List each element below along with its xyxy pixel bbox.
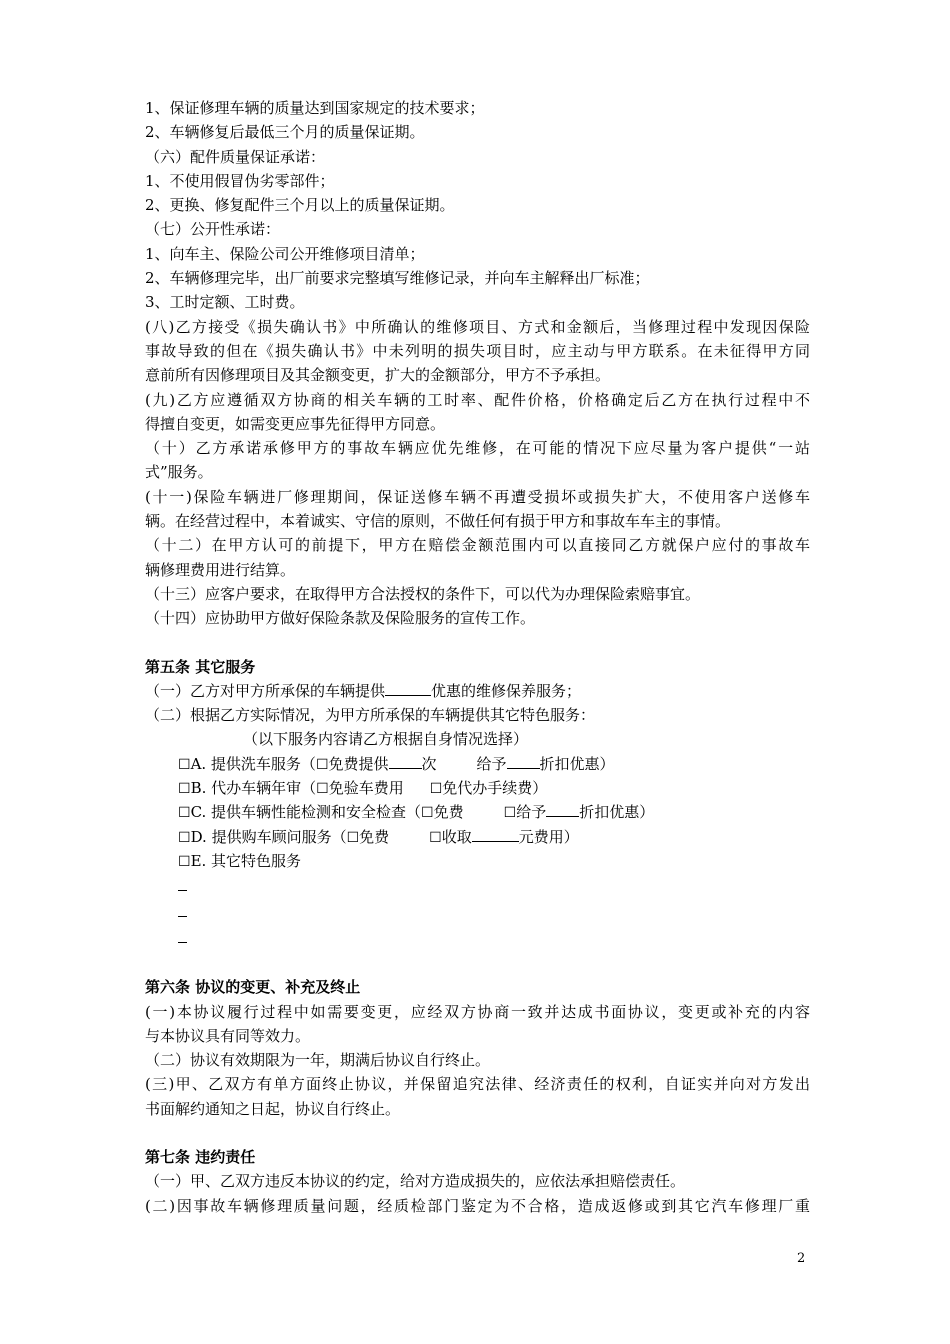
paragraph-14: （十四）应协助甲方做好保险条款及保险服务的宣传工作。 [145,609,536,628]
text: 次 [421,754,437,773]
checkbox-icon[interactable]: ☐ [315,756,329,773]
article-6-title: 第六条 协议的变更、补充及终止 [145,978,361,997]
article-7-p1: （一）甲、乙双方违反本协议的约定，给对方造成损失的，应依法承担赔偿责任。 [145,1172,686,1191]
checkbox-icon[interactable]: ☐ [178,805,191,822]
checkbox-icon[interactable]: ☐ [178,756,191,773]
paragraph-13: （十三）应客户要求，在取得甲方合法授权的条件下，可以代为办理保险索赔事宜。 [145,584,701,603]
text-line: 1、向车主、保险公司公开维修项目清单； [145,244,425,263]
article-6-p1-line: (一)本协议履行过程中如需要变更，应经双方协商一致并达成书面协议，变更或补充的内容 [145,1002,810,1021]
paragraph-8-line: (八)乙方接受《损失确认书》中所确认的维修项目、方式和金额后，当修理过程中发现因保险 [145,317,810,336]
checkbox-icon[interactable]: ☐ [316,781,329,798]
text-line: （七）公开性承诺： [145,220,281,239]
text: 折扣优惠） [539,754,615,773]
option-c [145,800,810,824]
paragraph-10-line: （十）乙方承诺承修甲方的事故车辆应优先维修，在可能的情况下应尽量为客户提供“一站 [145,439,810,458]
fill-blank[interactable] [178,878,187,891]
text: 元费用） [518,827,579,846]
text: 免代办手续费） [442,779,548,798]
text: 免费提供 [328,754,389,773]
text: （一）乙方对甲方所承保的车辆提供 [145,681,386,700]
fill-blank[interactable] [389,754,422,769]
article-5-item-1 [145,679,810,703]
spacer [145,951,810,975]
article-5-title: 第五条 其它服务 [145,657,256,676]
article-7-p2: (二)因事故车辆修理质量问题，经质检部门鉴定为不合格，造成返修或到其它汽车修理厂重 [145,1196,810,1215]
article-6-p2: （二）协议有效期限为一年，期满后协议自行终止。 [145,1051,491,1070]
fill-blank[interactable] [507,754,540,769]
fill-blank[interactable] [472,827,519,842]
checkbox-icon[interactable]: ☐ [346,829,360,846]
spacer [145,631,810,655]
article-6-p1-line: 与本协议具有同等效力。 [145,1026,311,1045]
text: 给予 [476,754,507,773]
text: 折扣优惠） [579,803,655,822]
option-e [145,849,810,873]
fill-blank[interactable] [546,802,579,817]
text: 收取 [441,827,472,846]
paragraph-8-line: 意前所有因修理项目及其金额变更，扩大的金额部分，甲方不予承担。 [145,366,611,385]
checkbox-icon[interactable]: ☐ [503,805,517,822]
paragraph-11-line: 辆。在经营过程中，本着诚实、守信的原则，不做任何有损于甲方和事故车车主的事情。 [145,512,731,531]
text: 免费 [359,827,390,846]
text: 优惠的维修保养服务； [431,681,582,700]
text-line: 3、工时定额、工时费。 [145,293,305,312]
article-5-item-2: （二）根据乙方实际情况，为甲方所承保的车辆提供其它特色服务： [145,706,596,725]
page-number: 2 [797,1251,806,1266]
paragraph-12-line: 辆修理费用进行结算。 [145,560,296,579]
article-6-p3-line: (三)甲、乙双方有单方面终止协议，并保留追究法律、经济责任的权利，自证实并向对方发出 [145,1075,810,1094]
paragraph-10-line: 式”服务。 [145,463,213,482]
text-line: （六）配件质量保证承诺： [145,147,326,166]
article-5-note: （以下服务内容请乙方根据自身情况选择） [243,730,529,749]
text-line: 1、保证修理车辆的质量达到国家规定的技术要求； [145,99,485,117]
checkbox-icon[interactable]: ☐ [178,781,191,798]
checkbox-icon[interactable]: ☐ [429,781,443,798]
option-a [145,752,810,776]
text: C. 提供车辆性能检测和安全检查（ [190,803,422,822]
option-b [145,776,810,800]
paragraph-9-line: (九)乙方应遵循双方协商的相关车辆的工时率、配件价格，价格确定后乙方在执行过程中不 [145,390,810,409]
fill-blank[interactable] [178,904,187,917]
paragraph-12-line: （十二）在甲方认可的前提下，甲方在赔偿金额范围内可以直接同乙方就保户应付的事故车 [145,536,810,555]
text-line: 2、车辆修理完毕，出厂前要求完整填写维修记录，并向车主解释出厂标准； [145,269,650,288]
article-7-title: 第七条 违约责任 [145,1147,256,1166]
text-line: 2、车辆修复后最低三个月的质量保证期。 [145,123,425,142]
article-6-p3-line: 书面解约通知之日起，协议自行终止。 [145,1099,401,1118]
checkbox-icon[interactable]: ☐ [178,853,191,870]
text: 免验车费用 [328,779,404,798]
document-body [145,96,810,1218]
checkbox-icon[interactable]: ☐ [429,829,442,846]
blank-line [145,899,810,925]
text: A. 提供洗车服务（ [190,754,316,773]
spacer [145,1121,810,1145]
option-d [145,825,810,849]
blank-line [145,873,810,899]
paragraph-8-line: 事故导致的但在《损失确认书》中未列明的损失项目时，应主动与甲方联系。在未征得甲方同 [145,341,810,360]
text-line: 2、更换、修复配件三个月以上的质量保证期。 [145,196,455,215]
text: 给予 [516,803,547,822]
paragraph-9-line: 得擅自变更，如需变更应事先征得甲方同意。 [145,414,446,433]
text: E. 其它特色服务 [190,851,302,870]
text-line: 1、不使用假冒伪劣零部件； [145,171,335,190]
text: D. 提供购车顾问服务（ [190,827,347,846]
checkbox-icon[interactable]: ☐ [178,829,191,846]
paragraph-11-line: (十一)保险车辆进厂修理期间，保证送修车辆不再遭受损坏或损失扩大，不使用客户送修车 [145,487,810,506]
text: B. 代办车辆年审（ [190,779,317,798]
text: 免费 [433,803,464,822]
fill-blank[interactable] [178,930,187,943]
checkbox-icon[interactable]: ☐ [421,805,434,822]
fill-blank[interactable] [385,681,431,696]
blank-line [145,925,810,951]
